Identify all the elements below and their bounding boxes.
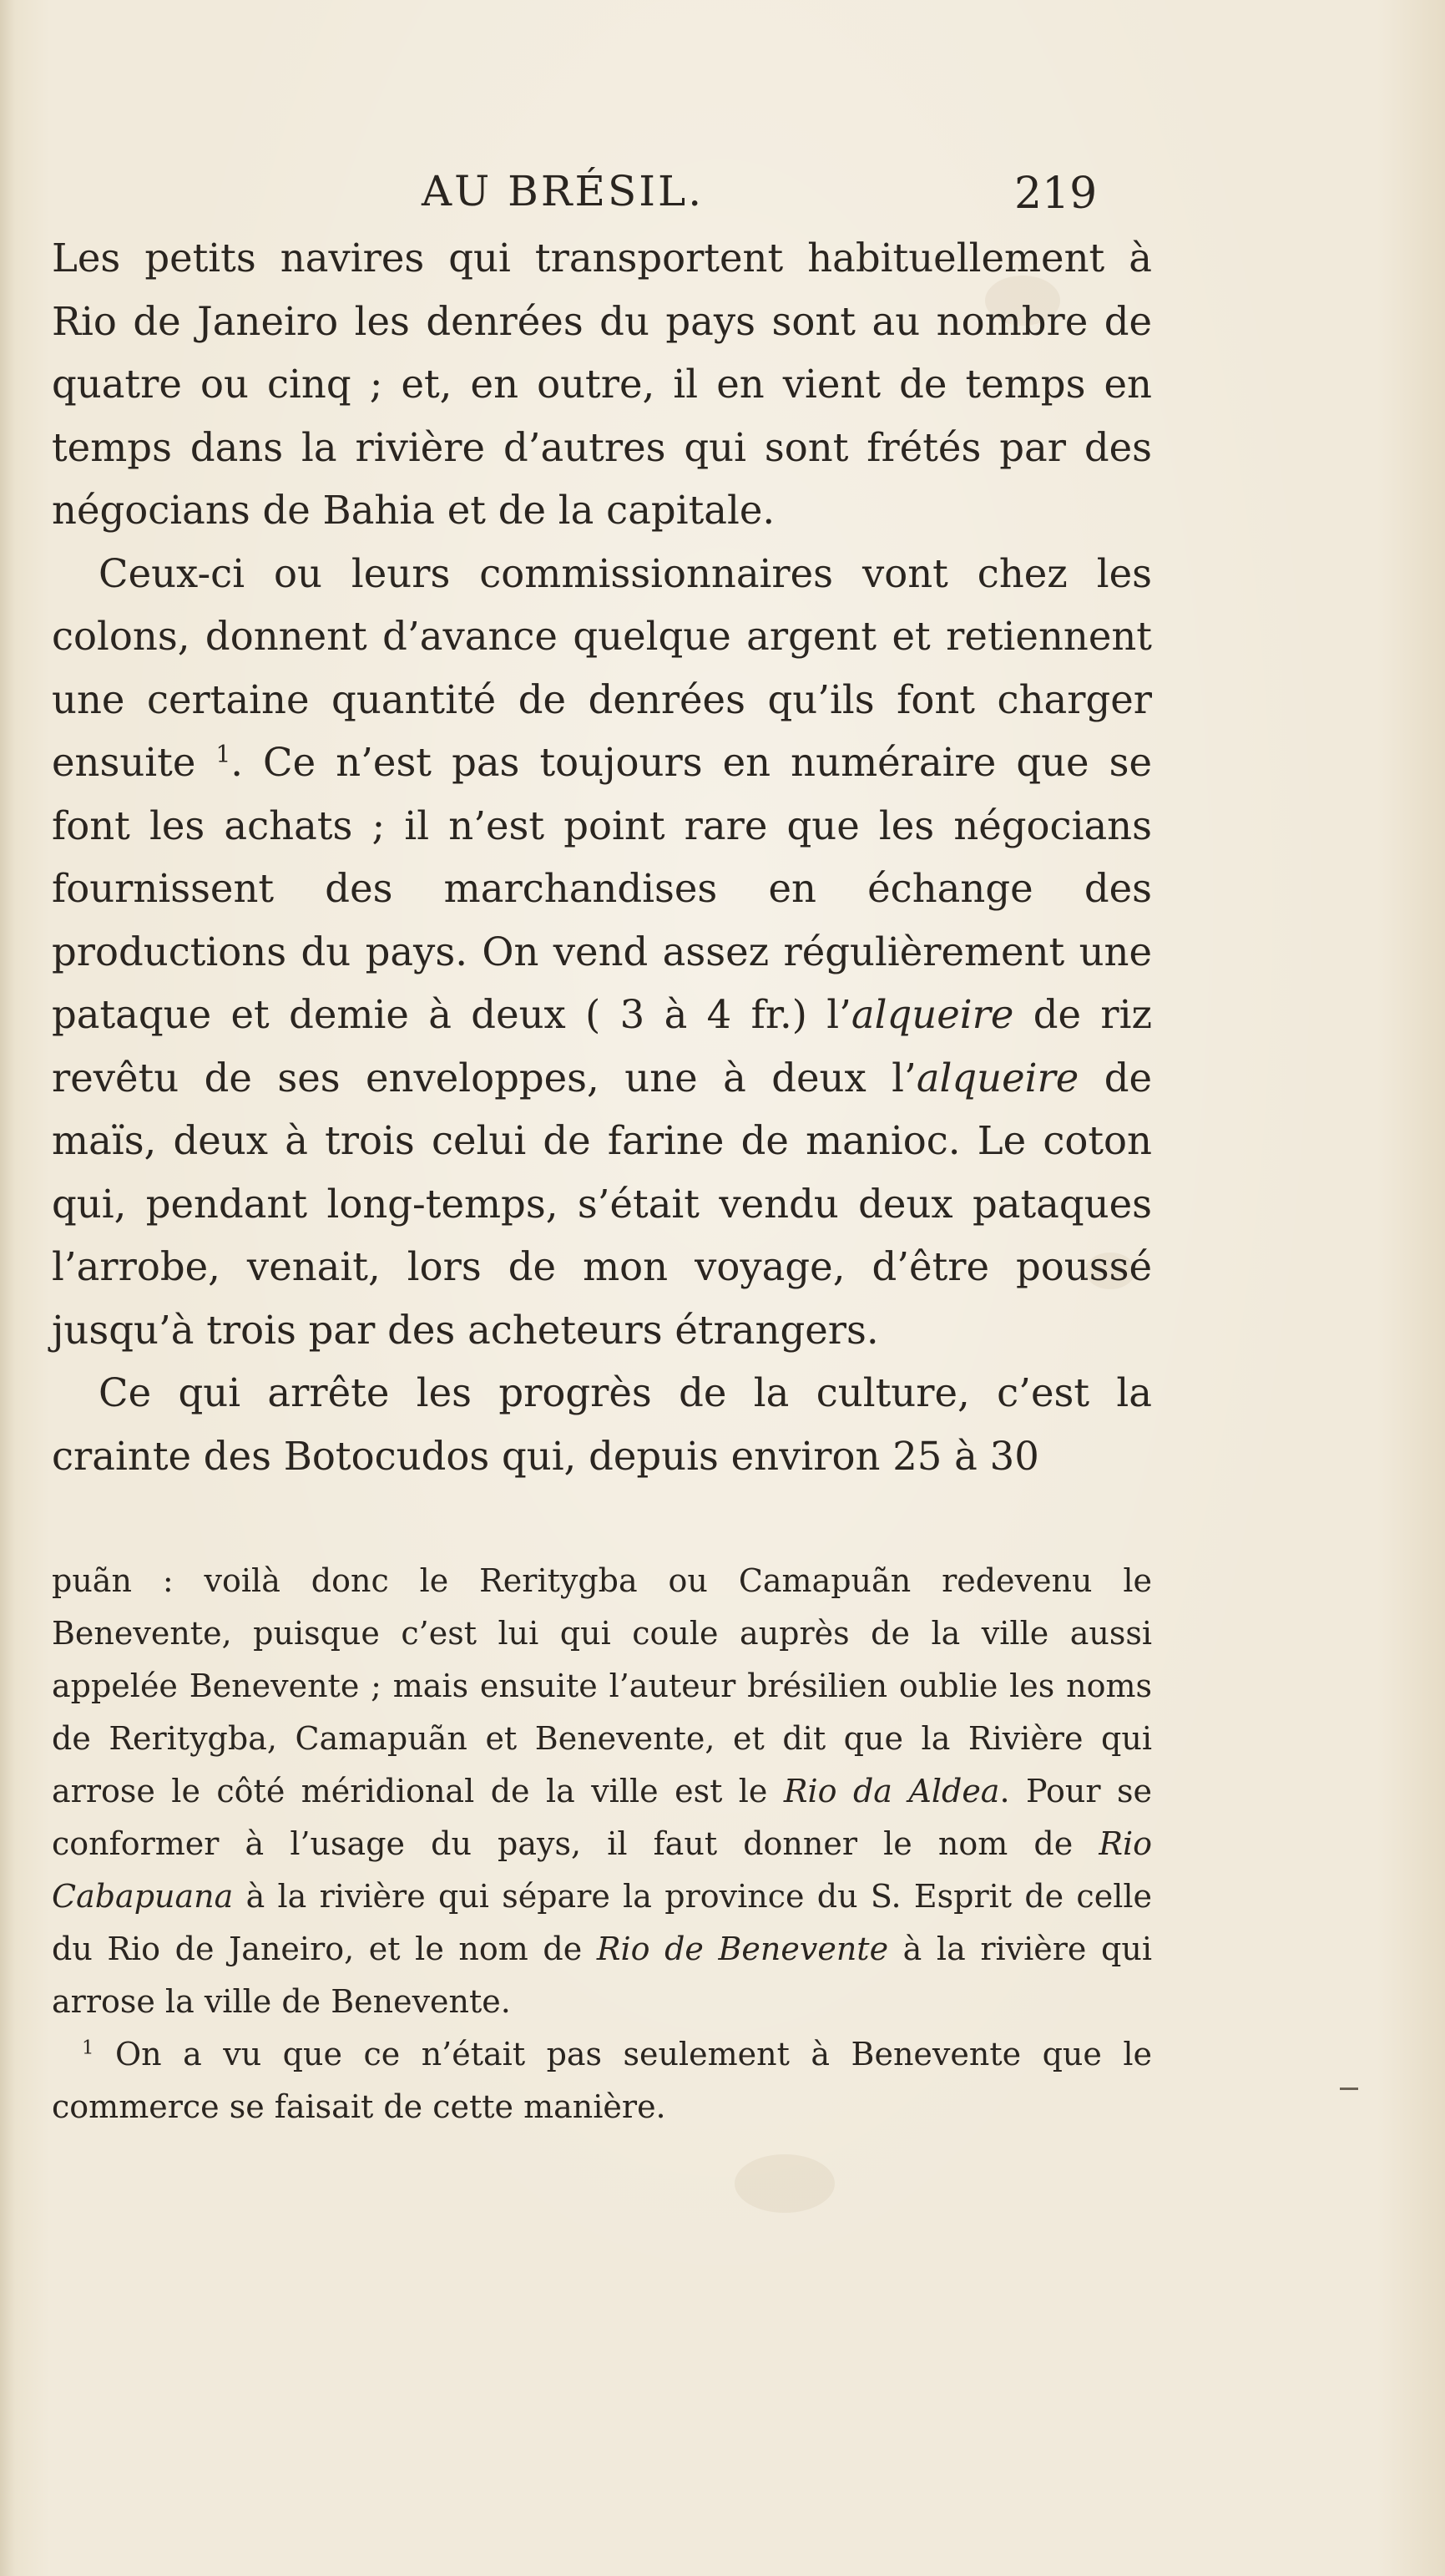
paragraph-2-text-d: de maïs, deux à trois celui de farine de manioc. Le coton qui, pendant long-temps, s’était vendu deux pataques l’arrobe, venait, lors de mon voyage, d’être poussé jusqu’à trois par des acheteurs étrangers. (52, 1055, 1152, 1353)
paragraph-1 (52, 227, 1152, 543)
page-number: 219 (1014, 169, 1098, 219)
paragraph-3-text: Ce qui arrête les progrès de la culture, c’est la crainte des Botocudos qui, depuis environ 25 à 30 (52, 1370, 1152, 1479)
continued-footnote-text-c: à la rivière qui sépare la province du S. Esprit de celle du Rio de Janeiro, et le nom de (52, 1878, 1152, 1967)
paragraph-2-text-a: Ceux-ci ou leurs commissionnaires vont chez les colons, donnent d’avance quelque argent et retiennent une certaine quantité de denrées qu’ils font charger ensuite (52, 550, 1152, 785)
continued-footnote-text-b: . Pour se conformer à l’usage du pays, il faut donner le nom de (52, 1773, 1152, 1862)
continued-footnote-text-d: à la rivière qui arrose la ville de Benevente. (52, 1931, 1152, 2020)
place-name: Rio da Aldea (783, 1773, 1000, 1809)
footnote-marker: 1 (82, 2037, 94, 2059)
footnote-1-text: On a vu que ce n’était pas seulement à Benevente que le commerce se faisait de cette manière. (52, 2036, 1152, 2125)
paragraph-3 (52, 1362, 1152, 1488)
footnotes (52, 1555, 1152, 2133)
footnote-1 (52, 2028, 1152, 2133)
paragraph-2-text-b: . Ce n’est pas toujours en numéraire que se font les achats ; il n’est point rare que les négocians fournissent des marchandises en échange des productions du pays. On vend assez régulièrement une pataque et demie à deux ( 3 à 4 fr.) l’ (52, 740, 1152, 1037)
running-title: AU BRÉSIL. (422, 167, 705, 215)
foxing-spot (735, 2154, 835, 2213)
footnote-reference: 1 (215, 740, 231, 768)
place-name: Rio de Benevente (596, 1931, 889, 1967)
paragraph-2 (52, 543, 1152, 1363)
term-alqueire: alqueire (916, 1055, 1079, 1101)
continued-footnote-text-a: puãn : voilà donc le Reritygba ou Camapuãn redevenu le Benevente, puisque c’est lui qui coule auprès de la ville aussi appelée Benevente ; mais ensuite l’auteur brésilien oublie les noms de Reritygba, Camapuãn et Benevente, et dit que la Rivière qui arrose le côté méridional de la ville est le (52, 1562, 1152, 1809)
continued-footnote (52, 1555, 1152, 2028)
place-name: Rio Cabapuana (52, 1825, 1152, 1915)
paragraph-2-text-c: de riz revêtu de ses enveloppes, une à deux l’ (52, 992, 1152, 1101)
page-header (0, 159, 1445, 225)
margin-mark (1340, 2088, 1358, 2090)
paragraph-1-text: Les petits navires qui transportent habituellement à Rio de Janeiro les denrées du pays sont au nombre de quatre ou cinq ; et, en outre, il en vient de temps en temps dans la rivière d’autres qui sont frétés par des négocians de Bahia et de la capitale. (52, 235, 1152, 533)
main-text (52, 227, 1152, 1488)
term-alqueire: alqueire (851, 992, 1014, 1037)
